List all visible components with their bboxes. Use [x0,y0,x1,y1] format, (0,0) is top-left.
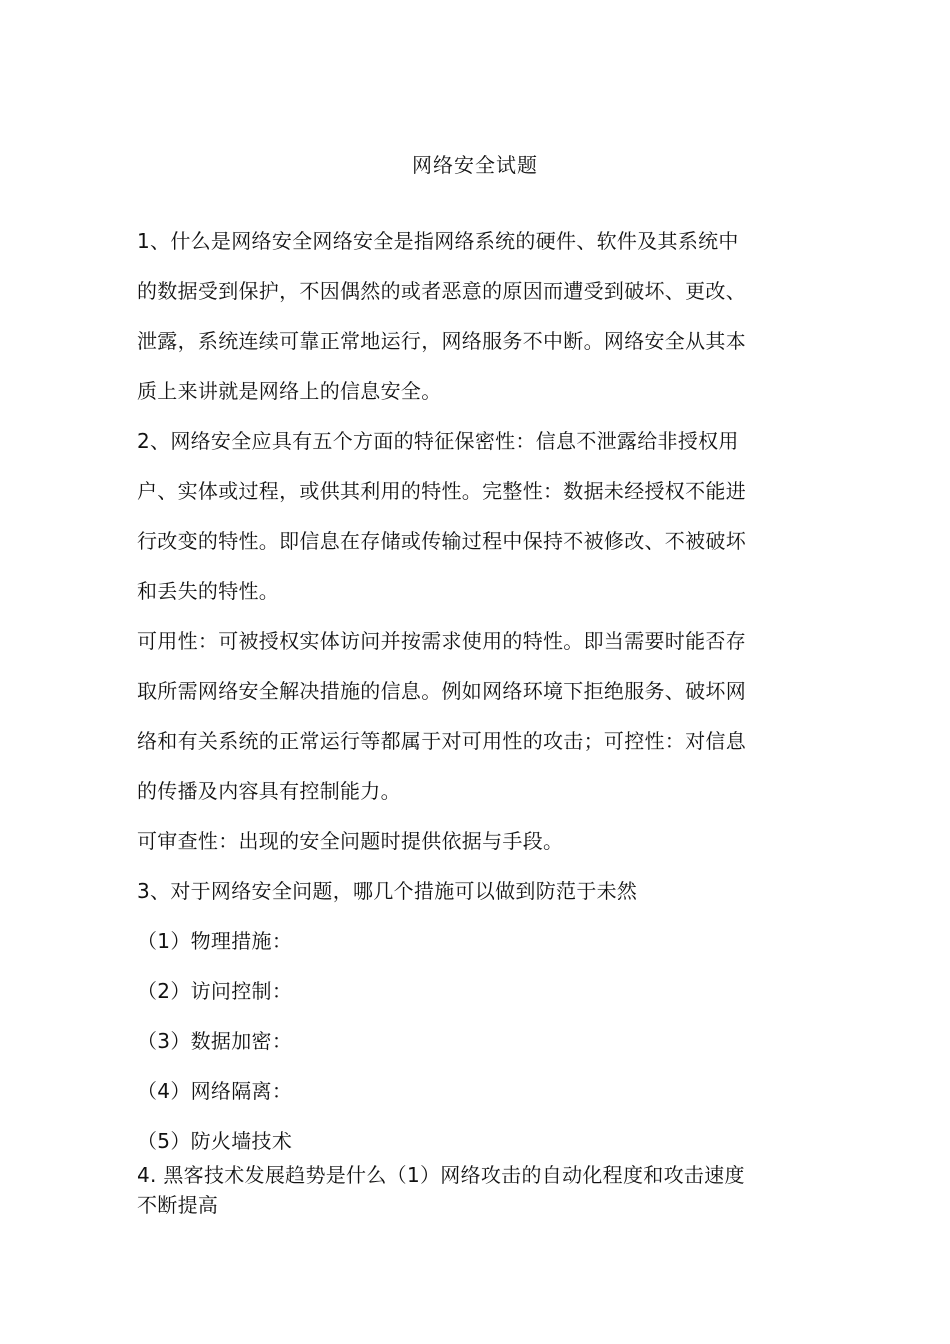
section-1-line: 的数据受到保护，不因偶然的或者恶意的原因而遭受到破坏、更改、 [137,279,746,303]
auditability-line: 可审查性：出现的安全问题时提供依据与手段。 [137,829,564,853]
section-3 [137,866,827,1166]
section-1-line: 泄露，系统连续可靠正常地运行，网络服务不中断。网络安全从其本 [137,329,746,353]
section-2 [137,416,827,866]
measure-item: （1）物理措施： [137,929,293,953]
measure-item: （5）防火墙技术 [137,1129,293,1153]
availability-line: 络和有关系统的正常运行等都属于对可用性的攻击；可控性：对信息 [137,729,746,753]
section-1-line: 1、什么是网络安全网络安全是指网络系统的硬件、软件及其系统中 [137,229,739,253]
section-1-line: 质上来讲就是网络上的信息安全。 [137,379,442,403]
section-2-line: 2、网络安全应具有五个方面的特征保密性：信息不泄露给非授权用 [137,429,739,453]
section-4-line: 4. 黑客技术发展趋势是什么（1）网络攻击的自动化程度和攻击速度 [137,1163,745,1187]
measure-item: （2）访问控制： [137,979,293,1003]
availability-line: 取所需网络安全解决措施的信息。例如网络环境下拒绝服务、破坏网 [137,679,746,703]
section-4-line: 不断提高 [137,1193,219,1217]
section-1 [137,216,827,416]
section-2-line: 行改变的特性。即信息在存储或传输过程中保持不被修改、不被破坏 [137,529,746,553]
section-2-line: 和丢失的特性。 [137,579,280,603]
measure-item: （3）数据加密： [137,1029,293,1053]
section-2-line: 户、实体或过程，或供其利用的特性。完整性：数据未经授权不能进 [137,479,746,503]
availability-line: 可用性：可被授权实体访问并按需求使用的特性。即当需要时能否存 [137,629,746,653]
measure-item: （4）网络隔离： [137,1079,293,1103]
document-title: 网络安全试题 [412,153,538,177]
section-3-question: 3、对于网络安全问题，哪几个措施可以做到防范于未然 [137,879,638,903]
availability-line: 的传播及内容具有控制能力。 [137,779,401,803]
section-4 [137,1160,827,1220]
